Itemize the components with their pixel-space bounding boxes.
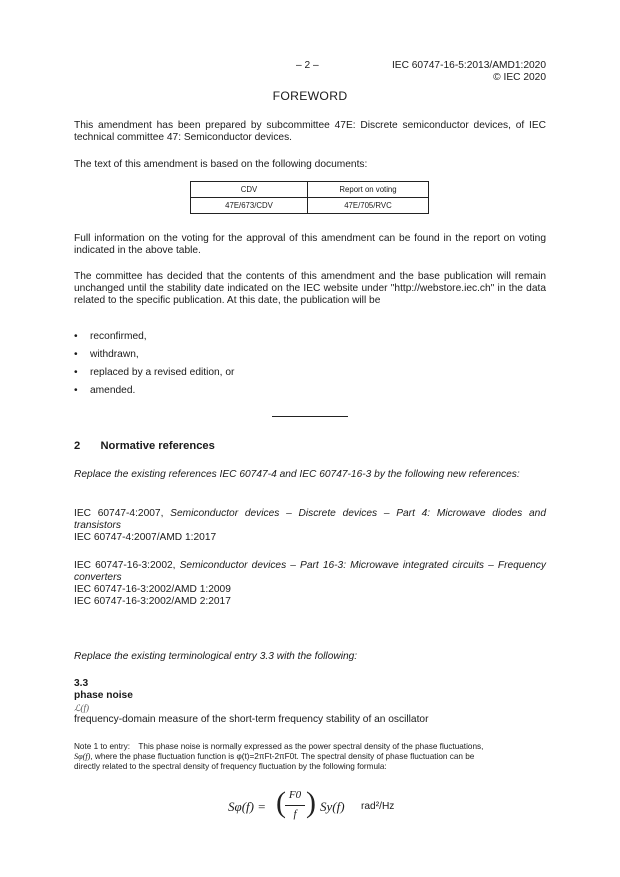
table-header-row <box>191 182 429 198</box>
bullet-icon: • <box>74 349 78 360</box>
reference-amendment: IEC 60747-4:2007/AMD 1:2017 <box>74 532 217 543</box>
section-divider <box>272 416 348 417</box>
table-row <box>191 198 429 214</box>
phase-noise-formula <box>226 786 426 828</box>
document-reference <box>362 60 546 84</box>
note-symbol: Sφ(f) <box>74 752 91 761</box>
section-title: Normative references <box>100 440 215 452</box>
list-item-text: reconfirmed, <box>90 331 147 342</box>
voting-documents-table <box>190 181 429 214</box>
formula-unit: rad²/Hz <box>361 801 395 812</box>
list-item-text: withdrawn, <box>90 349 139 360</box>
foreword-paragraph-1: This amendment has been prepared by subcommittee 47E: Discrete semiconductor devices, of IEC technical committee 47: Semiconductor devices. <box>74 120 546 143</box>
foreword-paragraph-4: The committee has decided that the contents of this amendment and the base publication will remain unchanged until the stability date indicated on the IEC website under "http://webstore.iec.ch" in the data related to the specific publication. At this date, the publication will be <box>74 271 546 306</box>
foreword-paragraph-3: Full information on the voting for the approval of this amendment can be found in the report on voting indicated in the above table. <box>74 233 546 256</box>
bullet-icon: • <box>74 367 78 378</box>
formula-lhs: Sφ(f) = <box>228 799 266 814</box>
bullet-icon: • <box>74 331 78 342</box>
reference-iec-60747-16-3 <box>74 560 546 584</box>
note-text-3: directly related to the spectral density of frequency fluctuation by the following formula: <box>74 762 387 771</box>
standard-reference: IEC 60747-16-5:2013/AMD1:2020 <box>391 60 546 71</box>
reference-iec-60747-4 <box>74 508 546 532</box>
page-number: – 2 – <box>296 60 319 71</box>
table-header-report: Report on voting <box>308 182 429 198</box>
section-heading <box>74 440 215 452</box>
entry-number: 3.3 <box>74 678 89 689</box>
entry-term: phase noise <box>74 690 133 701</box>
section-number: 2 <box>74 440 81 452</box>
entry-definition: frequency-domain measure of the short-term frequency stability of an oscillator <box>74 714 429 725</box>
note-text-2: , where the phase fluctuation function is φ(t)=2πFt-2πF0t. The spectral density of phase fluctuation can be <box>90 752 475 761</box>
fraction-bar <box>285 805 305 806</box>
foreword-title: FOREWORD <box>272 89 348 103</box>
foreword-paragraph-2: The text of this amendment is based on the following documents: <box>74 159 368 170</box>
table-header-cdv: CDV <box>191 182 308 198</box>
formula-numerator: F0 <box>288 789 302 801</box>
reference-title: Semiconductor devices – Discrete devices – Part 4: Microwave diodes and transistors <box>74 508 546 531</box>
table-cell-cdv: 47E/673/CDV <box>191 198 308 214</box>
list-item-text: amended. <box>90 385 136 396</box>
list-item-text: replaced by a revised edition, or <box>90 367 235 378</box>
formula-denominator: f <box>293 808 297 820</box>
entry-note <box>74 742 546 772</box>
copyright-notice: © IEC 2020 <box>493 72 546 83</box>
entry-symbol: ℒ(f) <box>74 703 89 713</box>
bullet-icon: • <box>74 385 78 396</box>
left-paren-icon: ( <box>276 786 286 819</box>
references-instruction: Replace the existing references IEC 60747-4 and IEC 60747-16-3 by the following new references: <box>74 469 520 480</box>
reference-id: IEC 60747-16-3:2002, <box>74 560 176 571</box>
table-cell-rvc: 47E/705/RVC <box>308 198 429 214</box>
reference-title: Semiconductor devices – Part 16-3: Microwave integrated circuits – Frequency converters <box>74 560 546 583</box>
reference-id: IEC 60747-4:2007, <box>74 508 164 519</box>
reference-amendment: IEC 60747-16-3:2002/AMD 2:2017 <box>74 596 231 607</box>
formula-rhs: Sy(f) <box>320 799 345 814</box>
terminology-instruction: Replace the existing terminological entry 3.3 with the following: <box>74 651 358 662</box>
note-text-1: This phase noise is normally expressed as the power spectral density of the phase fluctuations, <box>138 742 484 751</box>
note-label: Note 1 to entry: <box>74 742 130 751</box>
reference-amendment: IEC 60747-16-3:2002/AMD 1:2009 <box>74 584 231 595</box>
right-paren-icon: ) <box>306 786 316 819</box>
